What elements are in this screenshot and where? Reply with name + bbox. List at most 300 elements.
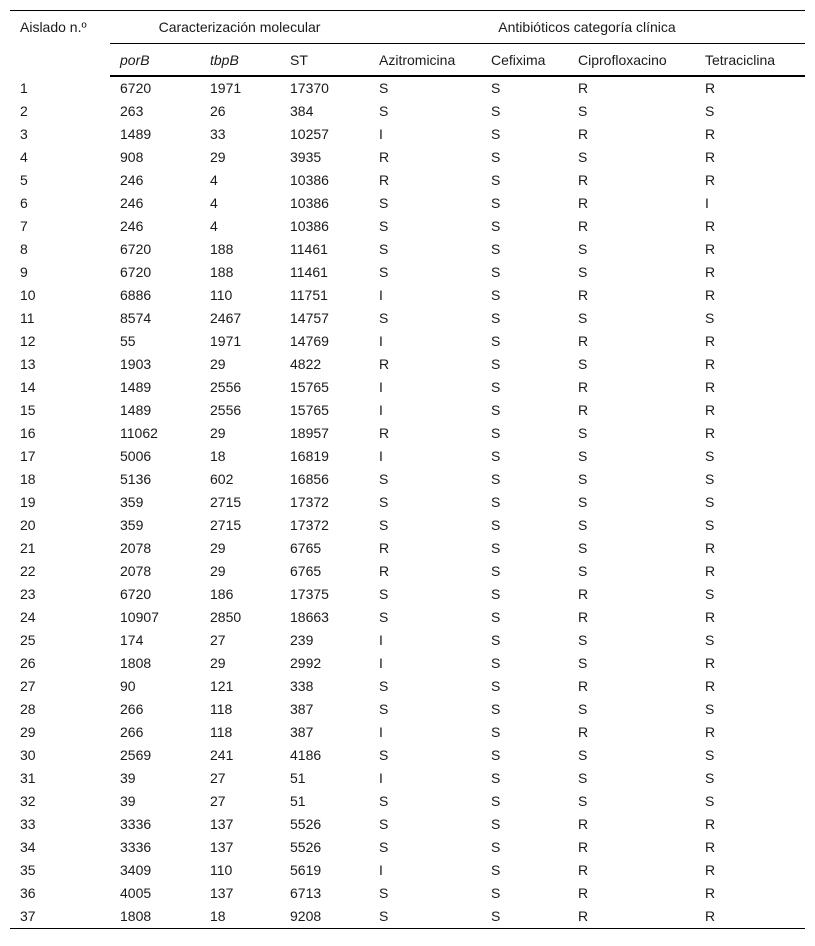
- cell-porb: 4005: [120, 885, 152, 901]
- cell-aislado: 14: [20, 379, 36, 395]
- cell-st: 4186: [290, 747, 322, 763]
- cell-tetraciclina: S: [705, 586, 715, 602]
- cell-tetraciclina: S: [705, 517, 715, 533]
- group-header-row: [10, 11, 805, 44]
- cell-azitromicina: I: [379, 402, 383, 418]
- cell-ciprofloxacino: S: [578, 149, 588, 165]
- cell-st: 5526: [290, 816, 322, 832]
- cell-tbpb: 1971: [210, 80, 242, 96]
- cell-ciprofloxacino: S: [578, 655, 588, 671]
- cell-cefixima: S: [491, 172, 501, 188]
- table-row: [10, 376, 805, 399]
- cell-azitromicina: R: [379, 356, 390, 372]
- cell-st: 16856: [290, 471, 329, 487]
- cell-porb: 90: [120, 678, 136, 694]
- cell-porb: 6720: [120, 241, 152, 257]
- cell-aislado: 9: [20, 264, 28, 280]
- cell-tetraciclina: R: [705, 80, 716, 96]
- cell-porb: 8574: [120, 310, 152, 326]
- cell-cefixima: S: [491, 839, 501, 855]
- cell-st: 51: [290, 770, 306, 786]
- cell-cefixima: S: [491, 793, 501, 809]
- cell-cefixima: S: [491, 563, 501, 579]
- cell-tbpb: 29: [210, 149, 226, 165]
- column-header-row: [10, 44, 805, 77]
- cell-aislado: 26: [20, 655, 36, 671]
- cell-tetraciclina: S: [705, 471, 715, 487]
- cell-ciprofloxacino: S: [578, 632, 588, 648]
- cell-ciprofloxacino: S: [578, 471, 588, 487]
- cell-porb: 1489: [120, 379, 152, 395]
- cell-cefixima: S: [491, 609, 501, 625]
- cell-cefixima: S: [491, 264, 501, 280]
- cell-azitromicina: S: [379, 218, 389, 234]
- cell-tetraciclina: R: [705, 264, 716, 280]
- table-body: [10, 76, 805, 929]
- table-row: [10, 721, 805, 744]
- table-row: [10, 192, 805, 215]
- table-row: [10, 284, 805, 307]
- cell-tbpb: 4: [210, 218, 218, 234]
- cell-st: 16819: [290, 448, 329, 464]
- cell-ciprofloxacino: S: [578, 747, 588, 763]
- cell-ciprofloxacino: S: [578, 793, 588, 809]
- cell-tbpb: 29: [210, 540, 226, 556]
- cell-st: 14757: [290, 310, 329, 326]
- header-aislado: Aislado n.º: [20, 19, 87, 35]
- header-ciprofloxacino: Ciprofloxacino: [568, 44, 695, 77]
- cell-cefixima: S: [491, 448, 501, 464]
- cell-azitromicina: R: [379, 425, 390, 441]
- cell-porb: 246: [120, 195, 144, 211]
- cell-tbpb: 26: [210, 103, 226, 119]
- table-row: [10, 468, 805, 491]
- cell-porb: 1903: [120, 356, 152, 372]
- cell-st: 11461: [290, 264, 328, 280]
- cell-tbpb: 29: [210, 356, 226, 372]
- cell-tbpb: 27: [210, 632, 226, 648]
- cell-azitromicina: S: [379, 701, 389, 717]
- cell-azitromicina: S: [369, 905, 481, 929]
- cell-st: 387: [290, 724, 314, 740]
- cell-ciprofloxacino: S: [578, 103, 588, 119]
- cell-st: 17372: [290, 517, 329, 533]
- cell-tbpb: 2715: [210, 517, 242, 533]
- cell-st: 10257: [290, 126, 329, 142]
- cell-st: 387: [290, 701, 314, 717]
- table-row: [10, 675, 805, 698]
- cell-ciprofloxacino: R: [578, 218, 589, 234]
- cell-porb: 6720: [120, 586, 152, 602]
- cell-porb: 246: [120, 172, 144, 188]
- cell-aislado: 24: [20, 609, 36, 625]
- cell-aislado: 21: [20, 540, 36, 556]
- cell-cefixima: S: [491, 724, 501, 740]
- cell-azitromicina: I: [379, 862, 383, 878]
- header-st: ST: [280, 44, 369, 77]
- cell-aislado: 4: [20, 149, 28, 165]
- cell-porb: 10907: [120, 609, 159, 625]
- cell-st: 239: [290, 632, 314, 648]
- cell-ciprofloxacino: R: [578, 333, 589, 349]
- cell-st: 11751: [290, 287, 328, 303]
- cell-st: 5619: [290, 862, 322, 878]
- cell-porb: 3336: [120, 839, 152, 855]
- cell-tbpb: 29: [210, 425, 226, 441]
- cell-st: 2992: [290, 655, 322, 671]
- cell-azitromicina: R: [379, 149, 390, 165]
- table-row: [10, 652, 805, 675]
- cell-st: 11461: [290, 241, 328, 257]
- cell-st: 6765: [290, 540, 322, 556]
- cell-cefixima: S: [491, 770, 501, 786]
- cell-aislado: 28: [20, 701, 36, 717]
- cell-tbpb: 18: [200, 905, 280, 929]
- cell-ciprofloxacino: R: [578, 287, 589, 303]
- cell-aislado: 11: [20, 310, 35, 326]
- cell-azitromicina: I: [379, 333, 383, 349]
- cell-ciprofloxacino: R: [578, 126, 589, 142]
- cell-cefixima: S: [491, 241, 501, 257]
- cell-ciprofloxacino: S: [578, 310, 588, 326]
- cell-tbpb: 2556: [210, 402, 242, 418]
- cell-tetraciclina: R: [695, 905, 805, 929]
- cell-aislado: 36: [20, 885, 36, 901]
- cell-tbpb: 2715: [210, 494, 242, 510]
- cell-aislado: 5: [20, 172, 28, 188]
- cell-ciprofloxacino: S: [578, 563, 588, 579]
- cell-porb: 908: [120, 149, 144, 165]
- cell-cefixima: S: [491, 218, 501, 234]
- cell-porb: 2078: [120, 540, 152, 556]
- cell-azitromicina: I: [379, 655, 383, 671]
- cell-porb: 263: [120, 103, 144, 119]
- cell-tetraciclina: R: [705, 724, 716, 740]
- cell-cefixima: S: [491, 310, 501, 326]
- cell-tetraciclina: R: [705, 678, 716, 694]
- cell-tetraciclina: R: [705, 126, 716, 142]
- cell-st: 338: [290, 678, 314, 694]
- cell-aislado: 13: [20, 356, 36, 372]
- cell-tetraciclina: S: [705, 701, 715, 717]
- cell-aislado: 35: [20, 862, 36, 878]
- cell-porb: 1489: [120, 126, 152, 142]
- cell-st: 17372: [290, 494, 329, 510]
- cell-cefixima: S: [491, 885, 501, 901]
- cell-tetraciclina: R: [705, 241, 716, 257]
- cell-azitromicina: R: [379, 540, 390, 556]
- cell-ciprofloxacino: R: [568, 905, 695, 929]
- cell-porb: 266: [120, 724, 144, 740]
- cell-tetraciclina: R: [705, 333, 716, 349]
- isolates-table: [10, 10, 805, 929]
- cell-porb: 3336: [120, 816, 152, 832]
- cell-tbpb: 188: [210, 241, 234, 257]
- table-row: [10, 353, 805, 376]
- cell-tetraciclina: R: [705, 816, 716, 832]
- cell-tbpb: 186: [210, 586, 234, 602]
- cell-cefixima: S: [491, 80, 501, 96]
- cell-azitromicina: S: [379, 885, 389, 901]
- cell-tetraciclina: R: [705, 609, 716, 625]
- cell-st: 10386: [290, 195, 329, 211]
- cell-tetraciclina: R: [705, 172, 716, 188]
- results-table-container: [10, 10, 805, 929]
- cell-aislado: 10: [20, 287, 36, 303]
- cell-cefixima: S: [491, 747, 501, 763]
- cell-cefixima: S: [491, 586, 501, 602]
- cell-cefixima: S: [491, 494, 501, 510]
- cell-tbpb: 121: [210, 678, 234, 694]
- table-row: [10, 905, 805, 929]
- cell-aislado: 8: [20, 241, 28, 257]
- cell-porb: 3409: [120, 862, 152, 878]
- cell-cefixima: S: [491, 816, 501, 832]
- cell-tetraciclina: R: [705, 287, 716, 303]
- table-row: [10, 123, 805, 146]
- cell-tetraciclina: R: [705, 356, 716, 372]
- cell-cefixima: S: [491, 517, 501, 533]
- table-row: [10, 606, 805, 629]
- cell-tetraciclina: R: [705, 655, 716, 671]
- cell-ciprofloxacino: S: [578, 241, 588, 257]
- cell-tetraciclina: S: [705, 494, 715, 510]
- cell-ciprofloxacino: R: [578, 609, 589, 625]
- cell-ciprofloxacino: R: [578, 195, 589, 211]
- cell-ciprofloxacino: S: [578, 701, 588, 717]
- cell-ciprofloxacino: R: [578, 172, 589, 188]
- cell-aislado: 6: [20, 195, 28, 211]
- cell-aislado: 33: [20, 816, 36, 832]
- cell-tbpb: 188: [210, 264, 234, 280]
- table-row: [10, 146, 805, 169]
- table-row: [10, 307, 805, 330]
- cell-tbpb: 2850: [210, 609, 242, 625]
- table-row: [10, 514, 805, 537]
- cell-aislado: 25: [20, 632, 36, 648]
- cell-tbpb: 241: [210, 747, 234, 763]
- table-row: [10, 698, 805, 721]
- cell-ciprofloxacino: S: [578, 770, 588, 786]
- cell-st: 6765: [290, 563, 322, 579]
- cell-azitromicina: I: [379, 724, 383, 740]
- cell-ciprofloxacino: R: [578, 80, 589, 96]
- table-row: [10, 330, 805, 353]
- cell-ciprofloxacino: S: [578, 517, 588, 533]
- cell-azitromicina: S: [379, 264, 389, 280]
- cell-tbpb: 602: [210, 471, 234, 487]
- cell-porb: 246: [120, 218, 144, 234]
- table-row: [10, 215, 805, 238]
- cell-aislado: 34: [20, 839, 36, 855]
- cell-azitromicina: S: [379, 471, 389, 487]
- cell-porb: 359: [120, 494, 144, 510]
- cell-cefixima: S: [491, 103, 501, 119]
- table-row: [10, 836, 805, 859]
- cell-aislado: 16: [20, 425, 36, 441]
- cell-aislado: 17: [20, 448, 36, 464]
- cell-st: 15765: [290, 402, 329, 418]
- cell-tetraciclina: R: [705, 425, 716, 441]
- cell-cefixima: S: [491, 655, 501, 671]
- cell-tetraciclina: R: [705, 218, 716, 234]
- cell-porb: 5006: [120, 448, 152, 464]
- cell-tbpb: 137: [210, 816, 234, 832]
- cell-tetraciclina: S: [705, 310, 715, 326]
- cell-azitromicina: S: [379, 678, 389, 694]
- cell-tbpb: 33: [210, 126, 226, 142]
- header-tetraciclina: Tetraciclina: [695, 44, 805, 77]
- cell-cefixima: S: [491, 862, 501, 878]
- cell-st: 4822: [290, 356, 322, 372]
- cell-azitromicina: S: [379, 793, 389, 809]
- cell-cefixima: S: [491, 425, 501, 441]
- table-row: [10, 537, 805, 560]
- cell-aislado: 3: [20, 126, 28, 142]
- header-azitromicina: Azitromicina: [369, 44, 481, 77]
- cell-porb: 2569: [120, 747, 152, 763]
- cell-ciprofloxacino: R: [578, 724, 589, 740]
- cell-tetraciclina: R: [705, 563, 716, 579]
- cell-azitromicina: I: [379, 126, 383, 142]
- cell-aislado: 37: [10, 905, 110, 929]
- cell-azitromicina: S: [379, 103, 389, 119]
- cell-st: 17370: [290, 80, 329, 96]
- cell-st: 18957: [290, 425, 329, 441]
- table-row: [10, 583, 805, 606]
- cell-aislado: 18: [20, 471, 36, 487]
- cell-tetraciclina: R: [705, 839, 716, 855]
- cell-tetraciclina: R: [705, 540, 716, 556]
- cell-porb: 2078: [120, 563, 152, 579]
- cell-ciprofloxacino: R: [578, 839, 589, 855]
- cell-azitromicina: S: [379, 586, 389, 602]
- cell-ciprofloxacino: R: [578, 862, 589, 878]
- cell-tetraciclina: I: [705, 195, 709, 211]
- cell-tetraciclina: S: [705, 448, 715, 464]
- table-row: [10, 790, 805, 813]
- cell-cefixima: S: [491, 402, 501, 418]
- cell-azitromicina: I: [379, 632, 383, 648]
- cell-porb: 1808: [110, 905, 200, 929]
- cell-aislado: 23: [20, 586, 36, 602]
- cell-aislado: 2: [20, 103, 28, 119]
- cell-aislado: 12: [20, 333, 36, 349]
- cell-porb: 359: [120, 517, 144, 533]
- cell-tetraciclina: R: [705, 149, 716, 165]
- cell-azitromicina: R: [379, 563, 390, 579]
- cell-azitromicina: S: [379, 839, 389, 855]
- cell-porb: 5136: [120, 471, 152, 487]
- cell-tetraciclina: S: [705, 632, 715, 648]
- cell-ciprofloxacino: S: [578, 264, 588, 280]
- cell-cefixima: S: [491, 195, 501, 211]
- cell-azitromicina: S: [379, 517, 389, 533]
- cell-aislado: 27: [20, 678, 36, 694]
- cell-cefixima: S: [491, 356, 501, 372]
- cell-st: 15765: [290, 379, 329, 395]
- cell-cefixima: S: [491, 471, 501, 487]
- cell-tbpb: 4: [210, 195, 218, 211]
- cell-ciprofloxacino: R: [578, 885, 589, 901]
- cell-azitromicina: I: [379, 379, 383, 395]
- cell-st: 10386: [290, 218, 329, 234]
- cell-porb: 11062: [120, 425, 158, 441]
- cell-tbpb: 110: [210, 287, 233, 303]
- cell-tetraciclina: S: [705, 747, 715, 763]
- cell-cefixima: S: [491, 333, 501, 349]
- cell-ciprofloxacino: R: [578, 379, 589, 395]
- cell-ciprofloxacino: S: [578, 356, 588, 372]
- cell-cefixima: S: [491, 126, 501, 142]
- cell-tbpb: 29: [210, 655, 226, 671]
- cell-st: 384: [290, 103, 314, 119]
- cell-azitromicina: S: [379, 241, 389, 257]
- table-row: [10, 560, 805, 583]
- table-row: [10, 261, 805, 284]
- cell-st: 18663: [290, 609, 329, 625]
- cell-aislado: 15: [20, 402, 36, 418]
- table-row: [10, 629, 805, 652]
- cell-tbpb: 110: [210, 862, 233, 878]
- cell-tbpb: 4: [210, 172, 218, 188]
- cell-porb: 6720: [120, 80, 152, 96]
- table-row: [10, 767, 805, 790]
- table-row: [10, 422, 805, 445]
- cell-azitromicina: R: [379, 172, 390, 188]
- cell-cefixima: S: [491, 678, 501, 694]
- table-row: [10, 813, 805, 836]
- cell-azitromicina: S: [379, 310, 389, 326]
- table-row: [10, 238, 805, 261]
- cell-porb: 6886: [120, 287, 152, 303]
- cell-tbpb: 118: [210, 701, 233, 717]
- cell-azitromicina: I: [379, 770, 383, 786]
- cell-aislado: 1: [20, 79, 28, 96]
- cell-ciprofloxacino: R: [578, 402, 589, 418]
- cell-ciprofloxacino: R: [578, 816, 589, 832]
- cell-porb: 55: [120, 333, 136, 349]
- cell-tbpb: 2556: [210, 379, 242, 395]
- cell-cefixima: S: [491, 540, 501, 556]
- header-antibiotic-group: Antibióticos categoría clínica: [369, 11, 805, 44]
- cell-azitromicina: S: [379, 494, 389, 510]
- cell-tbpb: 29: [210, 563, 226, 579]
- cell-tbpb: 18: [210, 448, 226, 464]
- cell-st: 6713: [290, 885, 322, 901]
- table-row: [10, 882, 805, 905]
- cell-tetraciclina: S: [705, 103, 715, 119]
- cell-cefixima: S: [491, 149, 501, 165]
- cell-aislado: 7: [20, 218, 28, 234]
- cell-tetraciclina: S: [705, 793, 715, 809]
- cell-azitromicina: S: [379, 195, 389, 211]
- cell-azitromicina: I: [379, 287, 383, 303]
- cell-aislado: 32: [20, 793, 36, 809]
- cell-aislado: 30: [20, 747, 36, 763]
- cell-tetraciclina: R: [705, 885, 716, 901]
- table-row: [10, 76, 805, 100]
- cell-aislado: 20: [20, 517, 36, 533]
- cell-porb: 6720: [120, 264, 152, 280]
- cell-tbpb: 1971: [210, 333, 242, 349]
- cell-st: 5526: [290, 839, 322, 855]
- table-row: [10, 399, 805, 422]
- cell-porb: 39: [120, 770, 136, 786]
- cell-azitromicina: S: [379, 816, 389, 832]
- cell-st: 3935: [290, 149, 322, 165]
- table-row: [10, 859, 805, 882]
